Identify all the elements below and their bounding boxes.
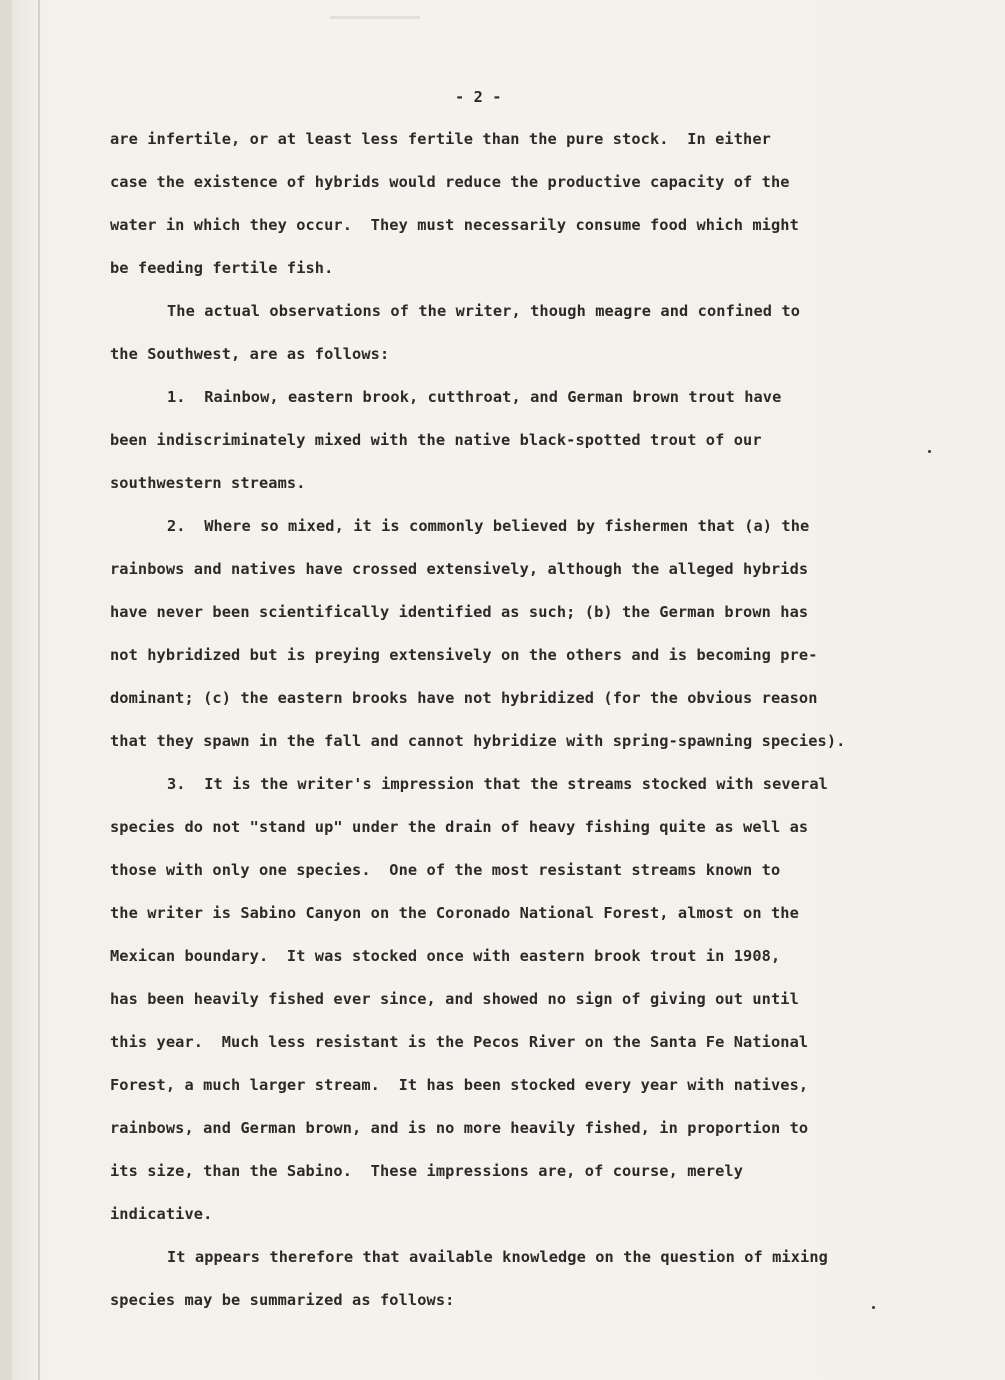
text-line: case the existence of hybrids would reduce the productive capacity of the <box>110 173 790 191</box>
text-line: rainbows and natives have crossed extensively, although the alleged hybrids <box>110 560 809 578</box>
list-item-3: 3. It is the writer's impression that the streams stocked with several <box>167 775 828 793</box>
text-line: are infertile, or at least less fertile than the pure stock. In either <box>110 130 771 148</box>
paper-shadow-edge <box>0 0 12 1380</box>
text-line: rainbows, and German brown, and is no more heavily fished, in proportion to <box>110 1119 809 1137</box>
text-line: the writer is Sabino Canyon on the Coronado National Forest, almost on the <box>110 904 799 922</box>
paragraph-start: It appears therefore that available knowledge on the question of mixing <box>167 1248 828 1266</box>
text-line: this year. Much less resistant is the Pecos River on the Santa Fe National <box>110 1033 809 1051</box>
text-line: dominant; (c) the eastern brooks have not hybridized (for the obvious reason <box>110 689 818 707</box>
ink-speck <box>872 1306 875 1309</box>
paper-fold-line <box>38 0 40 1380</box>
text-line: has been heavily fished ever since, and showed no sign of giving out until <box>110 990 799 1008</box>
text-line: water in which they occur. They must necessarily consume food which might <box>110 216 799 234</box>
list-item-2: 2. Where so mixed, it is commonly believed by fishermen that (a) the <box>167 517 810 535</box>
ink-speck <box>928 450 931 453</box>
text-line: species may be summarized as follows: <box>110 1291 455 1309</box>
text-line: Forest, a much larger stream. It has been stocked every year with natives, <box>110 1076 809 1094</box>
text-line: species do not "stand up" under the drain of heavy fishing quite as well as <box>110 818 809 836</box>
paragraph-start: The actual observations of the writer, though meagre and confined to <box>167 302 801 320</box>
text-line: that they spawn in the fall and cannot hybridize with spring-spawning species). <box>110 732 846 750</box>
page-number: - 2 - <box>455 88 502 106</box>
text-line: have never been scientifically identified as such; (b) the German brown has <box>110 603 809 621</box>
text-line: its size, than the Sabino. These impressions are, of course, merely <box>110 1162 744 1180</box>
text-line: the Southwest, are as follows: <box>110 345 390 363</box>
text-line: southwestern streams. <box>110 474 306 492</box>
show-through-mark <box>330 16 420 19</box>
text-line: indicative. <box>110 1205 213 1223</box>
text-line: not hybridized but is preying extensively on the others and is becoming pre- <box>110 646 818 664</box>
text-line: be feeding fertile fish. <box>110 259 334 277</box>
text-line: been indiscriminately mixed with the native black-spotted trout of our <box>110 431 762 449</box>
text-line: those with only one species. One of the most resistant streams known to <box>110 861 781 879</box>
text-line: Mexican boundary. It was stocked once with eastern brook trout in 1908, <box>110 947 781 965</box>
list-item-1: 1. Rainbow, eastern brook, cutthroat, and German brown trout have <box>167 388 782 406</box>
